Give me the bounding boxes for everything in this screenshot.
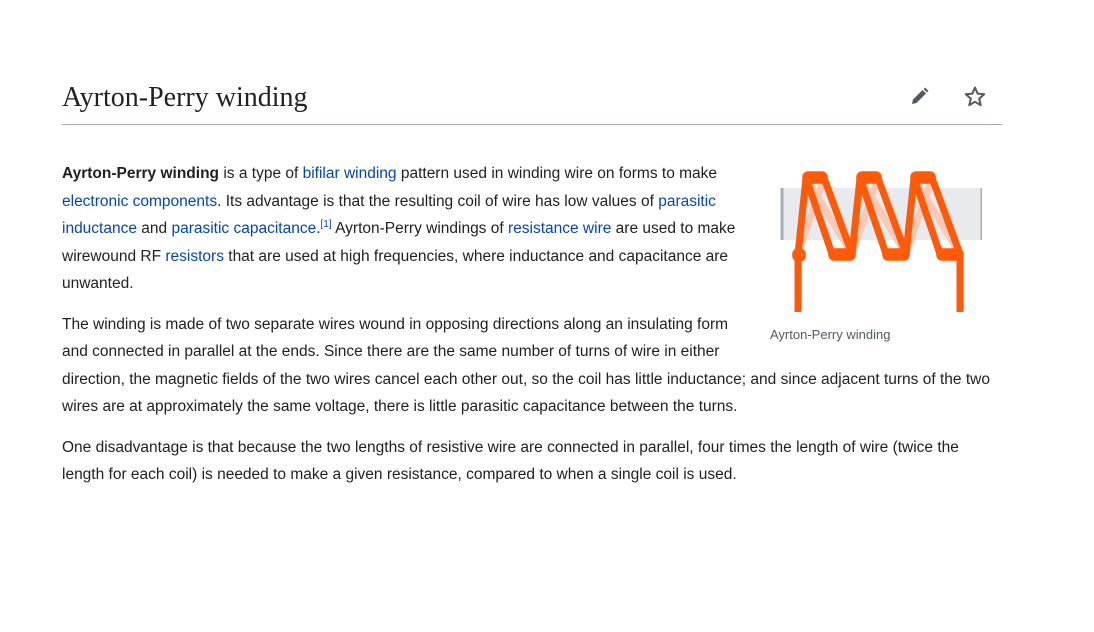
page-title: Ayrton-Perry winding [62, 82, 308, 113]
link-electronic-components[interactable]: electronic components [62, 192, 218, 210]
paragraph-construction: The winding is made of two separate wires wound in opposing directions along an insulating form and connected in parallel at the ends. Since there are the same number of turns of wire in either direction, the magnetic fields of the two wires cancel each other out, so the coil has little inductance; and since adjacent turns of the two wires are at approximately the same voltage, there is little parasitic capacitance between the turns. [62, 315, 990, 415]
text: Ayrton-Perry windings of [331, 220, 508, 237]
text: are used to make wirewound RF [62, 220, 736, 265]
star-icon[interactable] [962, 84, 988, 110]
paragraph-disadvantage: One disadvantage is that because the two lengths of resistive wire are connected in parallel, four times the length of wire (twice the length for each coil) is needed to make a given resistance, compared to when a single coil is used. [62, 438, 959, 483]
figure [766, 166, 1004, 344]
link-parasitic-capacitance[interactable]: parasitic capacitance [171, 220, 317, 237]
link-bifilar-winding[interactable]: bifilar winding [302, 165, 397, 182]
text: that are used at high frequencies, where inductance and capacitance are unwanted. [62, 247, 729, 292]
page-actions [906, 84, 988, 110]
text: and [136, 220, 172, 237]
text: . [316, 220, 321, 237]
link-resistance-wire[interactable]: resistance wire [507, 220, 612, 237]
pencil-icon[interactable] [906, 84, 932, 110]
reference-link[interactable]: [1] [320, 218, 332, 230]
article-body [62, 160, 1002, 502]
link-parasitic-inductance[interactable]: parasitic inductance [62, 192, 716, 237]
ayrton-perry-winding-diagram[interactable] [766, 166, 982, 312]
text: . Its advantage is that the resulting coil of wire has low values of [217, 192, 659, 210]
figure-caption: Ayrton-Perry winding [770, 327, 891, 342]
term-bold: Ayrton-Perry winding [62, 165, 220, 182]
page-header [62, 78, 1002, 125]
text: is a type of [219, 165, 303, 182]
text: pattern used in winding wire on forms to make [396, 165, 718, 182]
link-resistors[interactable]: resistors [165, 247, 224, 265]
